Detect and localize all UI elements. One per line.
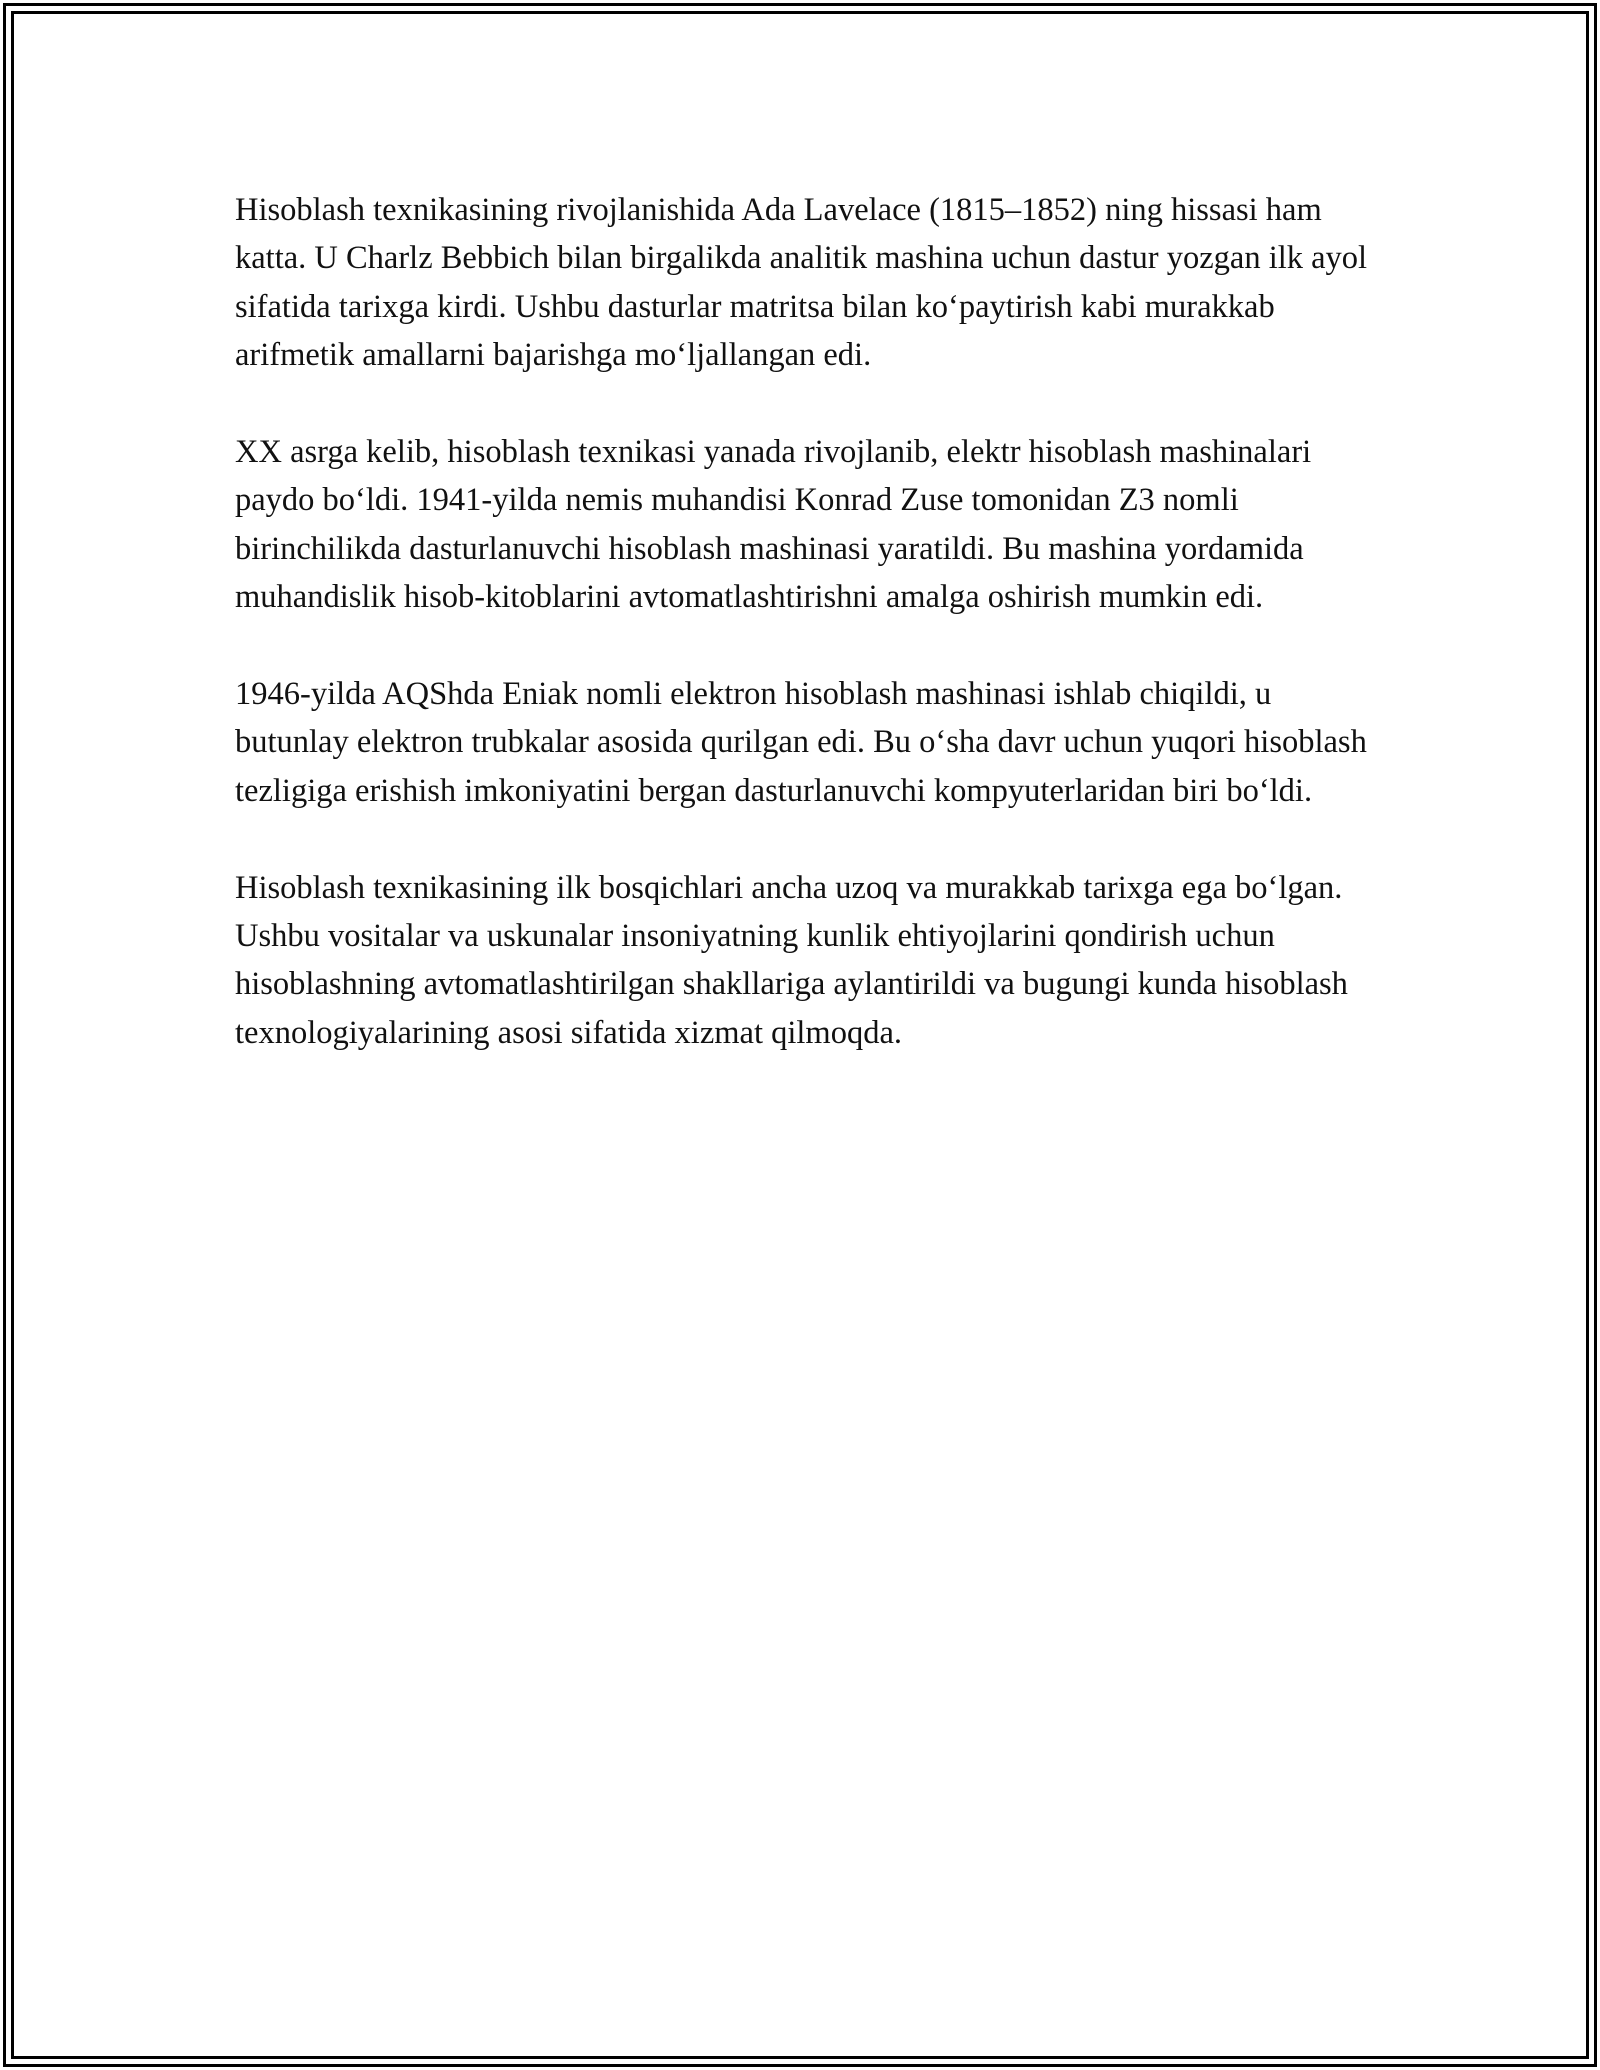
paragraph-konrad-zuse: XX asrga kelib, hisoblash texnikasi yanada rivojlanib, elektr hisoblash mashinalari paydo bo‘ldi. 1941-yilda nemis muhandisi Konrad Zuse tomonidan Z3 nomli birinchilikda dasturlanuvchi hisoblash mashinasi yaratildi. Bu mashina yordamida muhandislik hisob-kitoblarini avtomatlashtirishni amalga oshirish mumkin edi.: [235, 434, 1312, 616]
document-body: [235, 186, 1375, 1106]
paragraph-conclusion: Hisoblash texnikasining ilk bosqichlari ancha uzoq va murakkab tarixga ega bo‘lgan. Ushbu vositalar va uskunalar insoniyatning kunlik ehtiyojlarini qondirish uchun hisoblashning avtomatlashtirilgan shakllariga aylantirildi va bugungi kunda hisoblash texnologiyalarining asosi sifatida xizmat qilmoqda.: [235, 869, 1348, 1051]
paragraph-eniac: 1946-yilda AQShda Eniak nomli elektron hisoblash mashinasi ishlab chiqildi, u butunlay elektron trubkalar asosida qurilgan edi. Bu o‘sha davr uchun yuqori hisoblash tezligiga erishish imkoniyatini bergan dasturlanuvchi kompyuterlaridan biri bo‘ldi.: [235, 676, 1367, 809]
paragraph-ada-lovelace: Hisoblash texnikasining rivojlanishida Ada Lavelace (1815–1852) ning hissasi ham katta. U Charlz Bebbich bilan birgalikda analitik mashina uchun dastur yozgan ilk ayol sifatida tarixga kirdi. Ushbu dasturlar matritsa bilan ko‘paytirish kabi murakkab arifmetik amallarni bajarishga mo‘ljallangan edi.: [235, 192, 1368, 374]
